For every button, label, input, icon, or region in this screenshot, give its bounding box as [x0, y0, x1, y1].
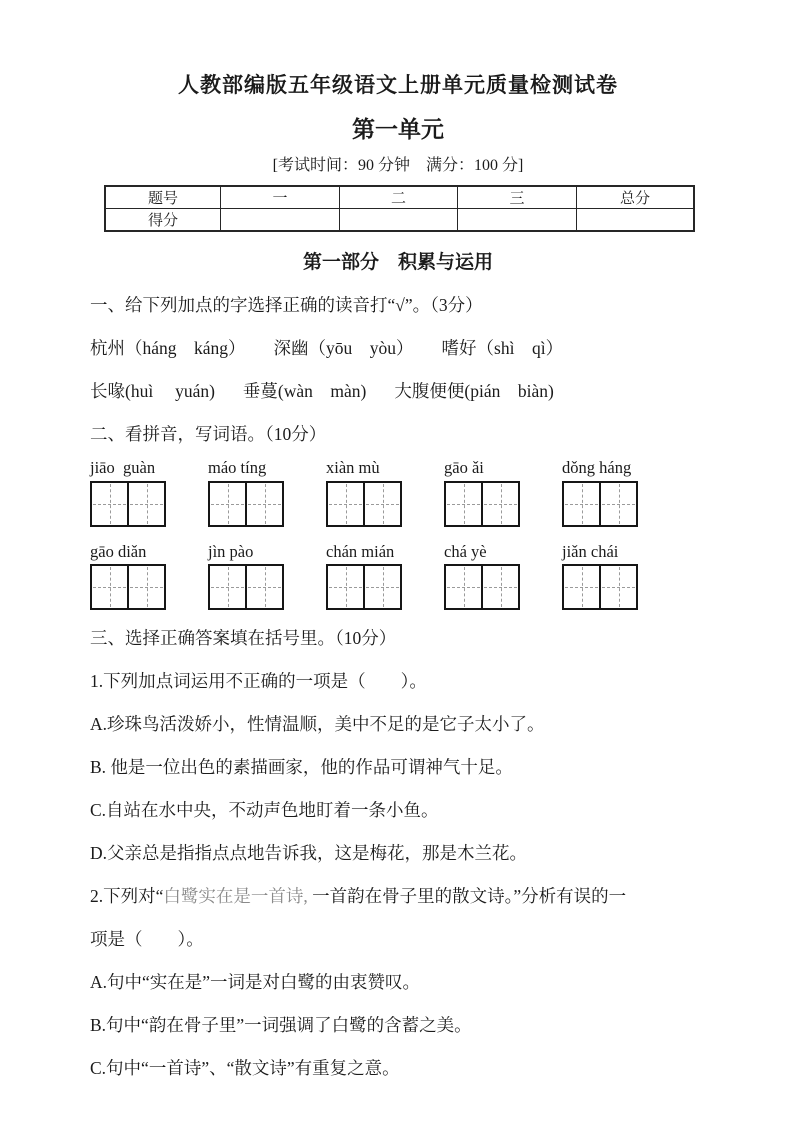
- pinyin-label: jìn pào: [208, 541, 254, 561]
- grid-cell: [363, 483, 400, 525]
- phonetic-choice: 大腹便便(pián biàn): [394, 381, 554, 401]
- q3-1-option-b: B. 他是一位出色的素描画家，他的作品可谓神气十足。: [90, 757, 513, 777]
- q3-2-option-c: C.句中“一首诗”、“散文诗”有重复之意。: [90, 1058, 400, 1078]
- exam-info: [考试时间：90 分钟 满分：100 分]: [272, 157, 524, 174]
- grid-cell: [245, 483, 282, 525]
- writing-grid: [444, 481, 520, 527]
- writing-grid: [562, 564, 638, 610]
- score-table-cell: 三: [458, 186, 577, 209]
- grid-cell: [363, 566, 400, 608]
- score-table-cell: 得分: [105, 209, 221, 232]
- pinyin-word: [208, 540, 326, 611]
- q3-1-stem: 1.下列加点词运用不正确的一项是（ ）。: [90, 671, 427, 691]
- paper-title: 人教部编版五年级语文上册单元质量检测试卷: [178, 73, 618, 97]
- pinyin-word: [90, 540, 208, 611]
- pinyin-word: [90, 456, 208, 527]
- pinyin-word: [444, 456, 562, 527]
- q2-title: 二、看拼音，写词语。（10分）: [90, 424, 327, 444]
- pinyin-label: dǒng háng: [562, 458, 632, 477]
- score-table-cell: 一: [221, 186, 340, 209]
- pinyin-word: [444, 540, 562, 611]
- pinyin-word: [326, 456, 444, 527]
- part1-heading: 第一部分 积累与运用: [302, 252, 493, 273]
- score-blank-cell: [458, 209, 577, 232]
- unit-heading: 第一单元: [352, 117, 444, 142]
- score-table-cell: 二: [340, 186, 458, 209]
- pinyin-label: chán mián: [326, 541, 395, 561]
- score-table-cell: 总分: [577, 186, 695, 209]
- score-table-header-row: [105, 186, 694, 209]
- q3-title: 三、选择正确答案填在括号里。（10分）: [90, 628, 397, 648]
- q3-2-option-b: B.句中“韵在骨子里”一词强调了白鹭的含蓄之美。: [90, 1015, 472, 1035]
- stem-quoted-grey-text: 白鹭实在是一首诗,: [163, 886, 308, 906]
- pinyin-label: gāo ǎi: [444, 458, 484, 477]
- grid-cell: [599, 483, 636, 525]
- q1-title: 一、给下列加点的字选择正确的读音打“√”。（3分）: [90, 295, 483, 315]
- pinyin-label: xiàn mù: [326, 458, 380, 477]
- grid-cell: [446, 483, 481, 525]
- score-table: [104, 185, 695, 232]
- q1-phonetic-line-1: [90, 327, 706, 370]
- grid-cell: [210, 483, 245, 525]
- grid-cell: [92, 566, 127, 608]
- writing-grid: [444, 564, 520, 610]
- pinyin-word: [562, 456, 680, 527]
- pinyin-row-2: [90, 540, 706, 611]
- q3-1-option-d: D.父亲总是指指点点地告诉我，这是梅花，那是木兰花。: [90, 843, 528, 863]
- phonetic-choice: 杭州（háng káng）: [90, 338, 246, 358]
- pinyin-label: jiǎn chái: [562, 541, 619, 561]
- grid-cell: [564, 483, 599, 525]
- score-blank-cell: [577, 209, 695, 232]
- pinyin-label: chá yè: [444, 541, 487, 561]
- pinyin-label: máo tíng: [208, 458, 267, 477]
- writing-grid: [90, 481, 166, 527]
- q1-phonetic-line-2: [90, 370, 706, 413]
- writing-grid: [562, 481, 638, 527]
- grid-cell: [481, 566, 518, 608]
- phonetic-choice: 长喙(huì yuán): [90, 381, 215, 401]
- pinyin-label: gāo diǎn: [90, 541, 147, 561]
- grid-cell: [446, 566, 481, 608]
- writing-grid: [326, 564, 402, 610]
- stem-text: 一首韵在骨子里的散文诗。”分析有误的一: [307, 886, 627, 906]
- q3-1-option-c: C.自站在水中央，不动声色地盯着一条小鱼。: [90, 800, 439, 820]
- grid-cell: [127, 483, 164, 525]
- q3-2-option-a: A.句中“实在是”一词是对白鹭的由衷赞叹。: [90, 972, 421, 992]
- grid-cell: [599, 566, 636, 608]
- grid-cell: [481, 483, 518, 525]
- q3-2-stem-line2: 项是（ ）。: [90, 929, 204, 949]
- score-table-score-row: [105, 209, 694, 232]
- score-blank-cell: [340, 209, 458, 232]
- stem-text: 2.下列对“: [90, 886, 164, 906]
- pinyin-label: jiāo guàn: [90, 458, 156, 477]
- writing-grid: [90, 564, 166, 610]
- phonetic-choice: 嗜好（shì qì）: [441, 338, 564, 358]
- writing-grid: [326, 481, 402, 527]
- score-blank-cell: [221, 209, 340, 232]
- phonetic-choice: 垂蔓(wàn màn): [242, 381, 367, 401]
- grid-cell: [564, 566, 599, 608]
- writing-grid: [208, 481, 284, 527]
- phonetic-choice: 深幽（yōu yòu）: [273, 338, 414, 358]
- grid-cell: [92, 483, 127, 525]
- pinyin-word: [562, 540, 680, 611]
- grid-cell: [245, 566, 282, 608]
- grid-cell: [127, 566, 164, 608]
- grid-cell: [328, 483, 363, 525]
- score-table-cell: 题号: [105, 186, 221, 209]
- pinyin-row-1: [90, 456, 706, 527]
- q3-2-stem-line1: [90, 875, 706, 918]
- pinyin-word: [326, 540, 444, 611]
- q3-1-option-a: A.珍珠鸟活泼娇小，性情温顺，美中不足的是它子太小了。: [90, 714, 545, 734]
- pinyin-word: [208, 456, 326, 527]
- grid-cell: [328, 566, 363, 608]
- writing-grid: [208, 564, 284, 610]
- grid-cell: [210, 566, 245, 608]
